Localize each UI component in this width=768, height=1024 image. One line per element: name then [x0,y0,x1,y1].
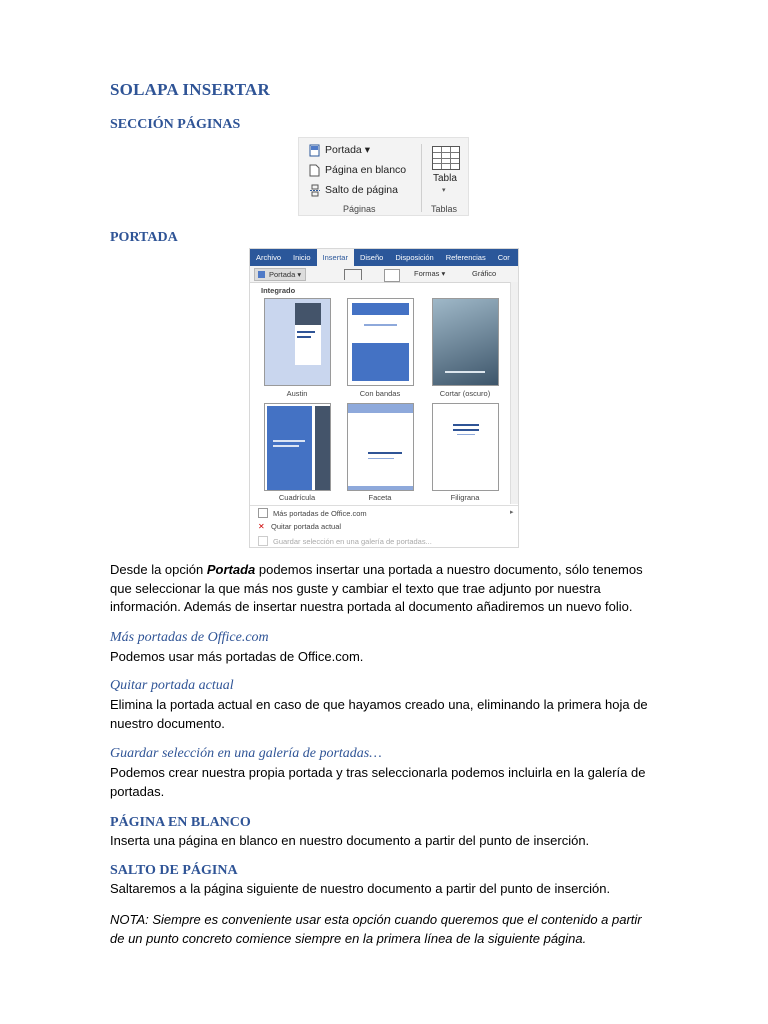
thumb-cortar-oscuro [432,298,499,386]
group-tablas-label: Tablas [431,204,458,214]
ribbon-bar [250,266,519,283]
thumb-cuadricula [264,403,331,491]
menu-quitar-portada [258,522,341,531]
menu-guardar-seleccion [258,536,432,546]
portada-gallery-image [249,248,519,548]
thumb-con-bandas [347,298,414,386]
thumb-cortar-oscuro-label: Cortar (oscuro) [439,389,491,398]
ribbon-item-salto-label: Salto de página [325,184,398,196]
portada-heading: PORTADA [110,230,178,245]
intro-text-bold: Portada [206,562,256,577]
thumb-faceta-label: Faceta [368,493,392,502]
submenu-arrow-icon: ▸ [510,509,514,516]
menu-mas-portadas [258,508,367,518]
ribbon-item-pagina-blanco [309,161,406,179]
tab-inicio: Inicio [293,253,311,262]
gallery-divider [250,505,519,506]
portada-button: Portada ▾ [254,268,306,281]
gallery-scrollbar [510,282,519,504]
tab-diseno: Diseño [359,253,384,262]
save-gallery-icon [258,536,268,546]
thumb-cuadricula-label: Cuadrícula [278,493,316,502]
intro-text-before: Desde la opción [110,562,207,577]
remove-icon: ✕ [258,521,265,531]
tab-insertar: Insertar [317,249,354,266]
page-break-icon [309,184,321,197]
thumb-con-bandas-label: Con bandas [359,389,401,398]
text-salto-pagina: Saltaremos a la página siguiente de nuestro documento a partir del punto de inserción. [110,881,611,896]
tab-archivo: Archivo [256,253,282,262]
text-quitar-portada: Elimina la portada actual en caso de que hayamos creado una, eliminando la primera hoja de nuestro documento. [110,697,648,731]
blank-page-icon [309,164,321,177]
ribbon-item-salto [309,181,398,199]
text-pagina-blanco: Inserta una página en blanco en nuestro documento a partir del punto de inserción. [110,833,590,848]
section-paginas-heading: SECCIÓN PÁGINAS [110,117,241,132]
intro-text-after: podemos insertar una portada a nuestro documento, sólo tenemos que seleccionar la que más nos guste y cambiar el texto que trae adjunto por nuestra información. Además de insertar nuestra portada al documento añadiremos un nuevo folio. [110,562,643,614]
ribbon-separator [421,144,422,212]
grafico-button: Gráfico [472,269,497,278]
table-icon [344,269,362,280]
nota-paragraph: NOTA: Siempre es conveniente usar esta opción cuando queremos que el contenido a partir de un punto concreto comience siempre en la primera línea de la siguiente página. [110,912,642,946]
text-mas-portadas: Podemos usar más portadas de Office.com. [110,649,364,664]
main-heading: SOLAPA INSERTAR [110,80,271,99]
tab-correspondencia: Cor [497,253,510,262]
intro-paragraph [110,561,655,617]
menu-quitar-portada-label: Quitar portada actual [271,522,342,531]
thumb-austin-label: Austin [286,389,308,398]
sub-quitar-portada: Quitar portada actual [110,678,234,693]
tab-referencias: Referencias [445,253,486,262]
salto-pagina-heading: SALTO DE PÁGINA [110,863,238,878]
ribbon-item-portada-label: Portada ▾ [325,144,370,156]
thumb-austin [264,298,331,386]
ribbon-tabs [250,249,519,266]
sub-guardar-seleccion: Guardar selección en una galería de portadas… [110,746,382,761]
text-guardar-seleccion: Podemos crear nuestra propia portada y tras seleccionarla podemos incluirla en la galería de portadas. [110,765,646,799]
tabla-dropdown-arrow: ▾ [442,187,446,194]
ribbon-item-portada [309,141,370,159]
ribbon-item-pagina-blanco-label: Página en blanco [325,164,407,176]
office-icon [258,508,268,518]
thumb-filigrana-label: Filigrana [450,493,480,502]
table-icon [432,146,460,170]
ribbon-paginas-image [298,137,469,216]
integrado-label: Integrado [261,286,296,295]
thumb-faceta [347,403,414,491]
tab-disposicion: Disposición [395,253,434,262]
pagina-blanco-heading: PÁGINA EN BLANCO [110,815,251,830]
tabla-label: Tabla [433,173,457,184]
picture-icon [384,269,400,282]
sub-mas-portadas: Más portadas de Office.com [110,630,269,645]
thumb-filigrana [432,403,499,491]
cover-page-icon [309,144,321,157]
group-paginas-label: Páginas [343,204,376,214]
menu-mas-portadas-label: Más portadas de Office.com [273,508,367,518]
menu-guardar-seleccion-label: Guardar selección en una galería de portadas... [273,536,432,546]
formas-button: Formas ▾ [414,269,446,278]
